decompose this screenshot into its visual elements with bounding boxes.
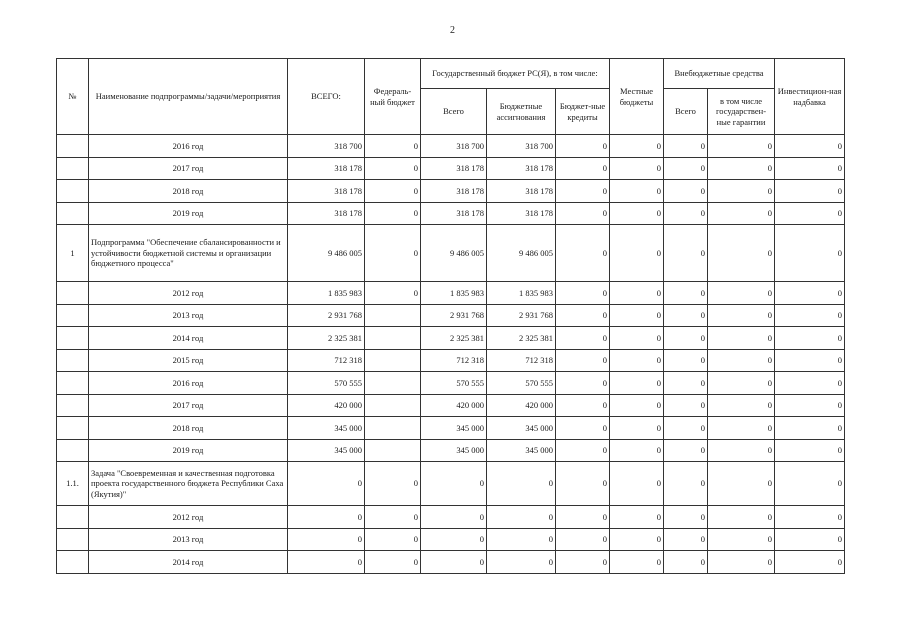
row-local: 0 bbox=[610, 304, 664, 327]
row-extra-total: 0 bbox=[664, 462, 708, 506]
row-total: 318 178 bbox=[288, 180, 365, 203]
row-federal: 0 bbox=[365, 462, 421, 506]
row-name: 2014 год bbox=[89, 551, 288, 574]
row-state-credits: 0 bbox=[556, 528, 610, 551]
row-total: 9 486 005 bbox=[288, 225, 365, 282]
row-extra-guar: 0 bbox=[708, 528, 775, 551]
row-total: 0 bbox=[288, 551, 365, 574]
row-state-credits: 0 bbox=[556, 462, 610, 506]
table-row bbox=[57, 135, 845, 158]
table-row bbox=[57, 327, 845, 350]
row-local: 0 bbox=[610, 135, 664, 158]
row-extra-total: 0 bbox=[664, 180, 708, 203]
row-invest: 0 bbox=[775, 327, 845, 350]
row-federal: 0 bbox=[365, 528, 421, 551]
row-name: 2013 год bbox=[89, 528, 288, 551]
row-extra-total: 0 bbox=[664, 506, 708, 529]
table-row bbox=[57, 551, 845, 574]
row-number bbox=[57, 439, 89, 462]
row-local: 0 bbox=[610, 157, 664, 180]
row-federal: 0 bbox=[365, 225, 421, 282]
row-state-alloc: 318 178 bbox=[487, 202, 556, 225]
header-invest: Инвестицион-ная надбавка bbox=[775, 59, 845, 135]
header-extra-guar: в том числе государствен-ные гарантии bbox=[708, 89, 775, 135]
row-number bbox=[57, 349, 89, 372]
row-state-credits: 0 bbox=[556, 439, 610, 462]
table-body bbox=[57, 135, 845, 574]
row-extra-total: 0 bbox=[664, 225, 708, 282]
row-total: 1 835 983 bbox=[288, 282, 365, 305]
row-state-credits: 0 bbox=[556, 180, 610, 203]
row-extra-guar: 0 bbox=[708, 327, 775, 350]
table-row bbox=[57, 349, 845, 372]
row-state-alloc: 9 486 005 bbox=[487, 225, 556, 282]
row-state-alloc: 318 178 bbox=[487, 157, 556, 180]
row-number bbox=[57, 417, 89, 440]
row-invest: 0 bbox=[775, 417, 845, 440]
row-federal bbox=[365, 394, 421, 417]
row-local: 0 bbox=[610, 180, 664, 203]
row-name: 2017 год bbox=[89, 394, 288, 417]
row-invest: 0 bbox=[775, 462, 845, 506]
row-total: 318 178 bbox=[288, 157, 365, 180]
row-local: 0 bbox=[610, 506, 664, 529]
row-total: 420 000 bbox=[288, 394, 365, 417]
row-name: 2016 год bbox=[89, 135, 288, 158]
row-federal bbox=[365, 417, 421, 440]
row-invest: 0 bbox=[775, 439, 845, 462]
row-state-alloc: 1 835 983 bbox=[487, 282, 556, 305]
header-extra: Внебюджетные средства bbox=[664, 59, 775, 89]
row-extra-guar: 0 bbox=[708, 202, 775, 225]
row-extra-guar: 0 bbox=[708, 394, 775, 417]
row-state-alloc: 318 700 bbox=[487, 135, 556, 158]
row-state-alloc: 420 000 bbox=[487, 394, 556, 417]
table-row bbox=[57, 439, 845, 462]
row-invest: 0 bbox=[775, 528, 845, 551]
table-row bbox=[57, 528, 845, 551]
table-row bbox=[57, 225, 845, 282]
row-extra-total: 0 bbox=[664, 327, 708, 350]
row-invest: 0 bbox=[775, 225, 845, 282]
row-invest: 0 bbox=[775, 135, 845, 158]
row-extra-guar: 0 bbox=[708, 506, 775, 529]
row-name: 2016 год bbox=[89, 372, 288, 395]
header-state-budget: Государственный бюджет РС(Я), в том числе: bbox=[421, 59, 610, 89]
table-row bbox=[57, 462, 845, 506]
row-state-credits: 0 bbox=[556, 135, 610, 158]
row-number bbox=[57, 180, 89, 203]
budget-table bbox=[56, 58, 845, 574]
row-extra-guar: 0 bbox=[708, 304, 775, 327]
row-total: 318 700 bbox=[288, 135, 365, 158]
row-local: 0 bbox=[610, 394, 664, 417]
row-federal: 0 bbox=[365, 180, 421, 203]
table-row bbox=[57, 304, 845, 327]
row-name: Задача "Своевременная и качественная подготовка проекта государственного бюджета Республики Саха (Якутия)" bbox=[89, 462, 288, 506]
header-name: Наименование подпрограммы/задачи/мероприятия bbox=[89, 59, 288, 135]
row-state-alloc: 0 bbox=[487, 506, 556, 529]
row-federal bbox=[365, 327, 421, 350]
row-local: 0 bbox=[610, 551, 664, 574]
row-invest: 0 bbox=[775, 304, 845, 327]
row-name: Подпрограмма "Обеспечение сбалансированности и устойчивости бюджетной системы и организации бюджетного процесса" bbox=[89, 225, 288, 282]
row-extra-total: 0 bbox=[664, 417, 708, 440]
row-state-total: 0 bbox=[421, 506, 487, 529]
row-extra-total: 0 bbox=[664, 157, 708, 180]
table-row bbox=[57, 506, 845, 529]
row-local: 0 bbox=[610, 462, 664, 506]
row-number bbox=[57, 304, 89, 327]
row-state-total: 420 000 bbox=[421, 394, 487, 417]
row-extra-total: 0 bbox=[664, 349, 708, 372]
row-state-alloc: 318 178 bbox=[487, 180, 556, 203]
row-total: 570 555 bbox=[288, 372, 365, 395]
row-local: 0 bbox=[610, 282, 664, 305]
row-extra-guar: 0 bbox=[708, 349, 775, 372]
row-state-alloc: 0 bbox=[487, 551, 556, 574]
row-number bbox=[57, 528, 89, 551]
table-row bbox=[57, 372, 845, 395]
header-total: ВСЕГО: bbox=[288, 59, 365, 135]
row-total: 318 178 bbox=[288, 202, 365, 225]
row-extra-total: 0 bbox=[664, 304, 708, 327]
row-extra-total: 0 bbox=[664, 528, 708, 551]
row-state-credits: 0 bbox=[556, 157, 610, 180]
row-invest: 0 bbox=[775, 372, 845, 395]
row-total: 0 bbox=[288, 506, 365, 529]
row-number bbox=[57, 372, 89, 395]
row-state-total: 2 325 381 bbox=[421, 327, 487, 350]
row-number bbox=[57, 506, 89, 529]
row-state-total: 0 bbox=[421, 551, 487, 574]
row-federal bbox=[365, 349, 421, 372]
header-state-credits: Бюджет-ные кредиты bbox=[556, 89, 610, 135]
row-total: 2 325 381 bbox=[288, 327, 365, 350]
row-total: 712 318 bbox=[288, 349, 365, 372]
row-state-total: 318 700 bbox=[421, 135, 487, 158]
row-federal: 0 bbox=[365, 506, 421, 529]
row-federal bbox=[365, 439, 421, 462]
row-state-credits: 0 bbox=[556, 327, 610, 350]
row-federal bbox=[365, 372, 421, 395]
row-state-credits: 0 bbox=[556, 202, 610, 225]
row-state-credits: 0 bbox=[556, 551, 610, 574]
row-extra-total: 0 bbox=[664, 135, 708, 158]
row-federal: 0 bbox=[365, 135, 421, 158]
row-invest: 0 bbox=[775, 180, 845, 203]
row-state-total: 345 000 bbox=[421, 417, 487, 440]
row-name: 2012 год bbox=[89, 282, 288, 305]
table-row bbox=[57, 394, 845, 417]
row-state-total: 9 486 005 bbox=[421, 225, 487, 282]
row-number: 1 bbox=[57, 225, 89, 282]
table-row bbox=[57, 157, 845, 180]
row-extra-guar: 0 bbox=[708, 135, 775, 158]
row-number bbox=[57, 282, 89, 305]
row-state-total: 0 bbox=[421, 462, 487, 506]
table-row bbox=[57, 282, 845, 305]
row-name: 2013 год bbox=[89, 304, 288, 327]
row-name: 2019 год bbox=[89, 439, 288, 462]
row-invest: 0 bbox=[775, 349, 845, 372]
row-state-alloc: 0 bbox=[487, 528, 556, 551]
row-total: 0 bbox=[288, 528, 365, 551]
row-invest: 0 bbox=[775, 202, 845, 225]
row-state-alloc: 2 325 381 bbox=[487, 327, 556, 350]
row-state-total: 570 555 bbox=[421, 372, 487, 395]
row-state-total: 345 000 bbox=[421, 439, 487, 462]
row-name: 2018 год bbox=[89, 180, 288, 203]
row-state-alloc: 712 318 bbox=[487, 349, 556, 372]
row-number bbox=[57, 202, 89, 225]
row-extra-guar: 0 bbox=[708, 157, 775, 180]
row-total: 345 000 bbox=[288, 417, 365, 440]
row-extra-total: 0 bbox=[664, 439, 708, 462]
row-state-credits: 0 bbox=[556, 417, 610, 440]
table-header bbox=[57, 59, 845, 135]
row-invest: 0 bbox=[775, 506, 845, 529]
row-state-alloc: 345 000 bbox=[487, 417, 556, 440]
row-state-alloc: 345 000 bbox=[487, 439, 556, 462]
row-extra-guar: 0 bbox=[708, 439, 775, 462]
row-local: 0 bbox=[610, 417, 664, 440]
header-num: № bbox=[57, 59, 89, 135]
row-state-alloc: 570 555 bbox=[487, 372, 556, 395]
row-extra-total: 0 bbox=[664, 551, 708, 574]
row-extra-guar: 0 bbox=[708, 282, 775, 305]
row-state-credits: 0 bbox=[556, 372, 610, 395]
row-name: 2012 год bbox=[89, 506, 288, 529]
row-state-total: 0 bbox=[421, 528, 487, 551]
row-state-alloc: 0 bbox=[487, 462, 556, 506]
row-name: 2014 год bbox=[89, 327, 288, 350]
row-extra-total: 0 bbox=[664, 282, 708, 305]
row-state-credits: 0 bbox=[556, 225, 610, 282]
row-federal: 0 bbox=[365, 202, 421, 225]
row-federal: 0 bbox=[365, 282, 421, 305]
row-extra-total: 0 bbox=[664, 372, 708, 395]
row-number bbox=[57, 157, 89, 180]
header-state-total: Всего bbox=[421, 89, 487, 135]
row-invest: 0 bbox=[775, 157, 845, 180]
row-name: 2015 год bbox=[89, 349, 288, 372]
row-extra-guar: 0 bbox=[708, 180, 775, 203]
row-name: 2019 год bbox=[89, 202, 288, 225]
row-local: 0 bbox=[610, 528, 664, 551]
row-local: 0 bbox=[610, 372, 664, 395]
row-state-total: 2 931 768 bbox=[421, 304, 487, 327]
row-total: 2 931 768 bbox=[288, 304, 365, 327]
page-number: 2 bbox=[450, 25, 455, 36]
row-extra-total: 0 bbox=[664, 202, 708, 225]
row-state-total: 318 178 bbox=[421, 202, 487, 225]
row-federal: 0 bbox=[365, 551, 421, 574]
header-federal: Федераль-ный бюджет bbox=[365, 59, 421, 135]
row-state-credits: 0 bbox=[556, 349, 610, 372]
row-name: 2017 год bbox=[89, 157, 288, 180]
row-local: 0 bbox=[610, 439, 664, 462]
row-state-credits: 0 bbox=[556, 394, 610, 417]
row-number: 1.1. bbox=[57, 462, 89, 506]
row-state-credits: 0 bbox=[556, 282, 610, 305]
row-number bbox=[57, 135, 89, 158]
row-extra-guar: 0 bbox=[708, 551, 775, 574]
row-name: 2018 год bbox=[89, 417, 288, 440]
table-row bbox=[57, 180, 845, 203]
row-state-total: 318 178 bbox=[421, 180, 487, 203]
row-invest: 0 bbox=[775, 282, 845, 305]
row-local: 0 bbox=[610, 349, 664, 372]
row-extra-guar: 0 bbox=[708, 372, 775, 395]
row-local: 0 bbox=[610, 202, 664, 225]
row-federal bbox=[365, 304, 421, 327]
header-state-alloc: Бюджетные ассигнования bbox=[487, 89, 556, 135]
row-state-credits: 0 bbox=[556, 304, 610, 327]
row-state-total: 318 178 bbox=[421, 157, 487, 180]
row-extra-guar: 0 bbox=[708, 417, 775, 440]
header-local: Местные бюджеты bbox=[610, 59, 664, 135]
row-state-alloc: 2 931 768 bbox=[487, 304, 556, 327]
row-extra-guar: 0 bbox=[708, 462, 775, 506]
row-total: 345 000 bbox=[288, 439, 365, 462]
row-local: 0 bbox=[610, 225, 664, 282]
row-federal: 0 bbox=[365, 157, 421, 180]
header-extra-total: Всего bbox=[664, 89, 708, 135]
row-extra-total: 0 bbox=[664, 394, 708, 417]
row-state-total: 712 318 bbox=[421, 349, 487, 372]
row-invest: 0 bbox=[775, 551, 845, 574]
table-row bbox=[57, 202, 845, 225]
row-local: 0 bbox=[610, 327, 664, 350]
row-number bbox=[57, 551, 89, 574]
row-invest: 0 bbox=[775, 394, 845, 417]
row-total: 0 bbox=[288, 462, 365, 506]
row-state-total: 1 835 983 bbox=[421, 282, 487, 305]
table-row bbox=[57, 417, 845, 440]
row-number bbox=[57, 327, 89, 350]
row-extra-guar: 0 bbox=[708, 225, 775, 282]
row-number bbox=[57, 394, 89, 417]
row-state-credits: 0 bbox=[556, 506, 610, 529]
